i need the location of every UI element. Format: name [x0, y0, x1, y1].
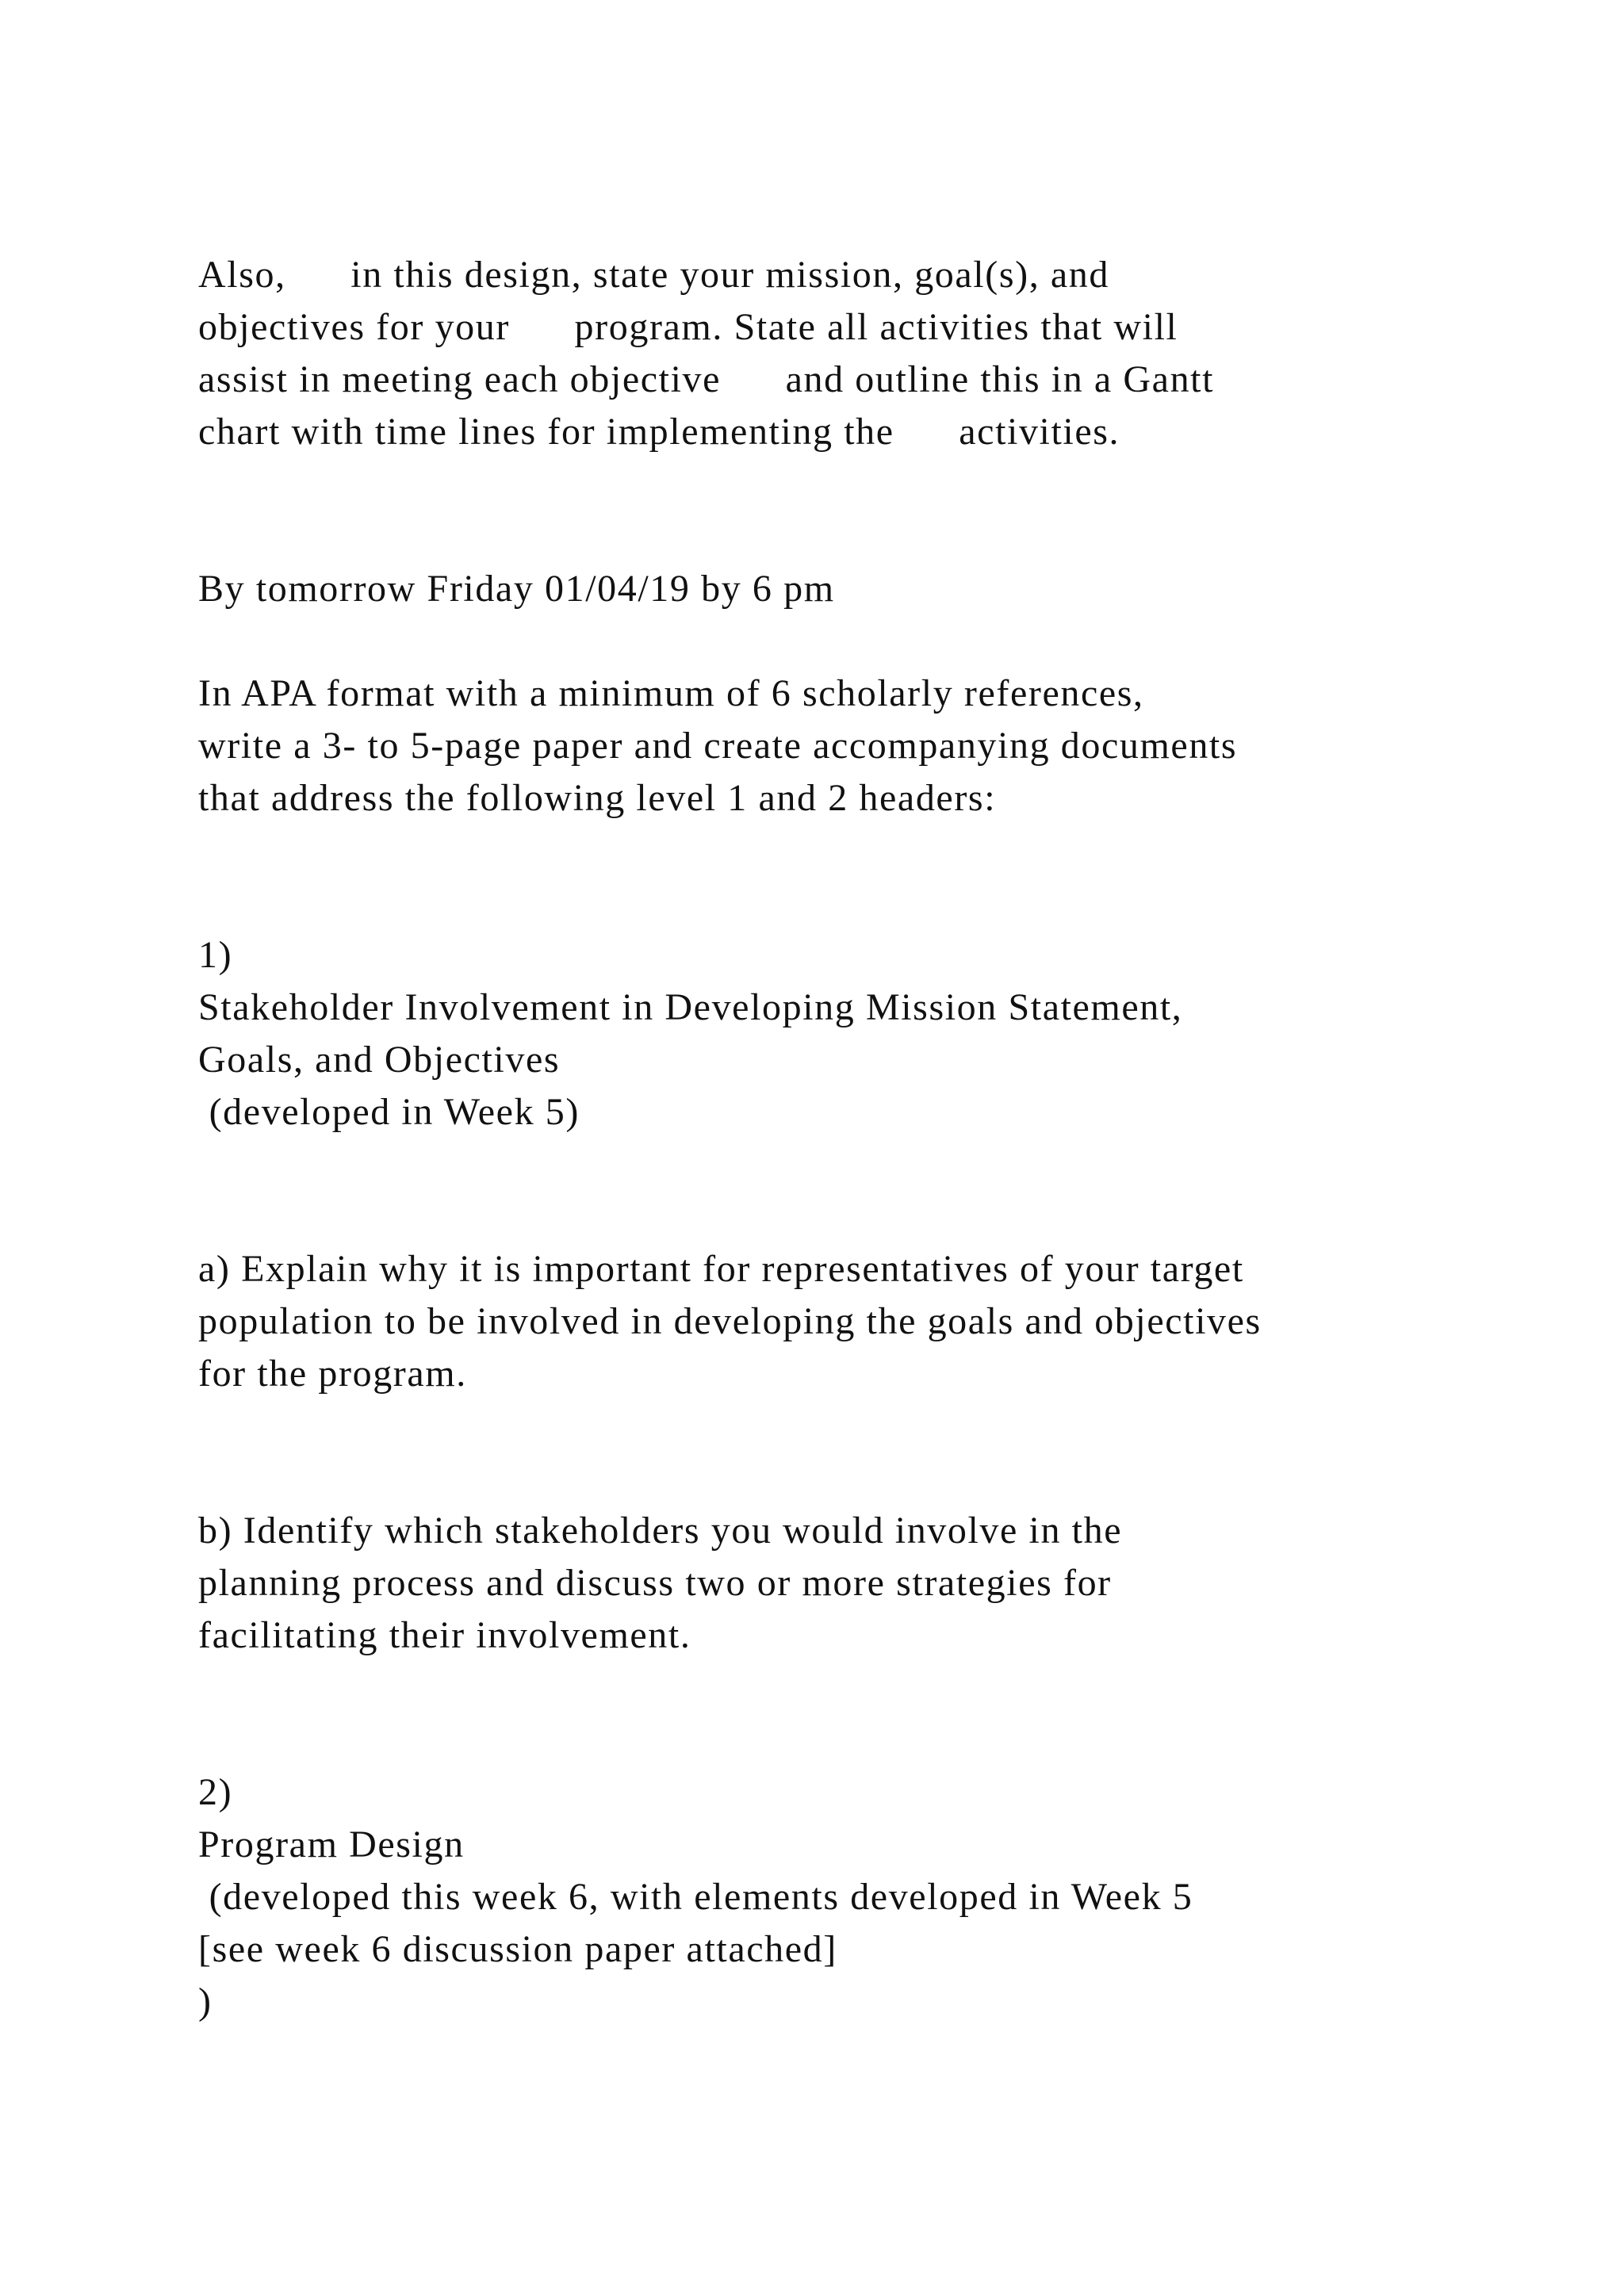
text-line: (developed this week 6, with elements developed in Week 5: [198, 1876, 1193, 1918]
text-line: 2): [198, 1771, 233, 1813]
text-line: for the program.: [198, 1353, 467, 1395]
text-line: facilitating their involvement.: [198, 1614, 691, 1656]
text-line: write a 3- to 5-page paper and create accompanying documents: [198, 725, 1238, 767]
text-line: 1): [198, 934, 233, 976]
text-line: population to be involved in developing the goals and objectives: [198, 1300, 1262, 1342]
text-line: By tomorrow Friday 01/04/19 by 6 pm: [198, 568, 835, 610]
text-line: that address the following level 1 and 2 headers:: [198, 777, 997, 819]
text-line: [see week 6 discussion paper attached]: [198, 1928, 837, 1970]
text-line: a) Explain why it is important for representatives of your target: [198, 1248, 1244, 1290]
text-line: Also, in this design, state your mission, goal(s), and: [198, 254, 1109, 296]
text-line: Program Design: [198, 1823, 465, 1866]
text-line: objectives for your program. State all activities that will: [198, 306, 1178, 348]
text-line: ): [198, 1980, 213, 2022]
text-line: b) Identify which stakeholders you would involve in the: [198, 1510, 1123, 1552]
text-line: chart with time lines for implementing the activities.: [198, 411, 1120, 453]
text-line: (developed in Week 5): [198, 1091, 580, 1133]
text-line: Goals, and Objectives: [198, 1039, 561, 1081]
text-line: Stakeholder Involvement in Developing Mission Statement,: [198, 986, 1183, 1028]
text-line: planning process and discuss two or more strategies for: [198, 1562, 1112, 1604]
text-line: assist in meeting each objective and outline this in a Gantt: [198, 358, 1215, 400]
text-line: In APA format with a minimum of 6 scholarly references,: [198, 672, 1144, 714]
